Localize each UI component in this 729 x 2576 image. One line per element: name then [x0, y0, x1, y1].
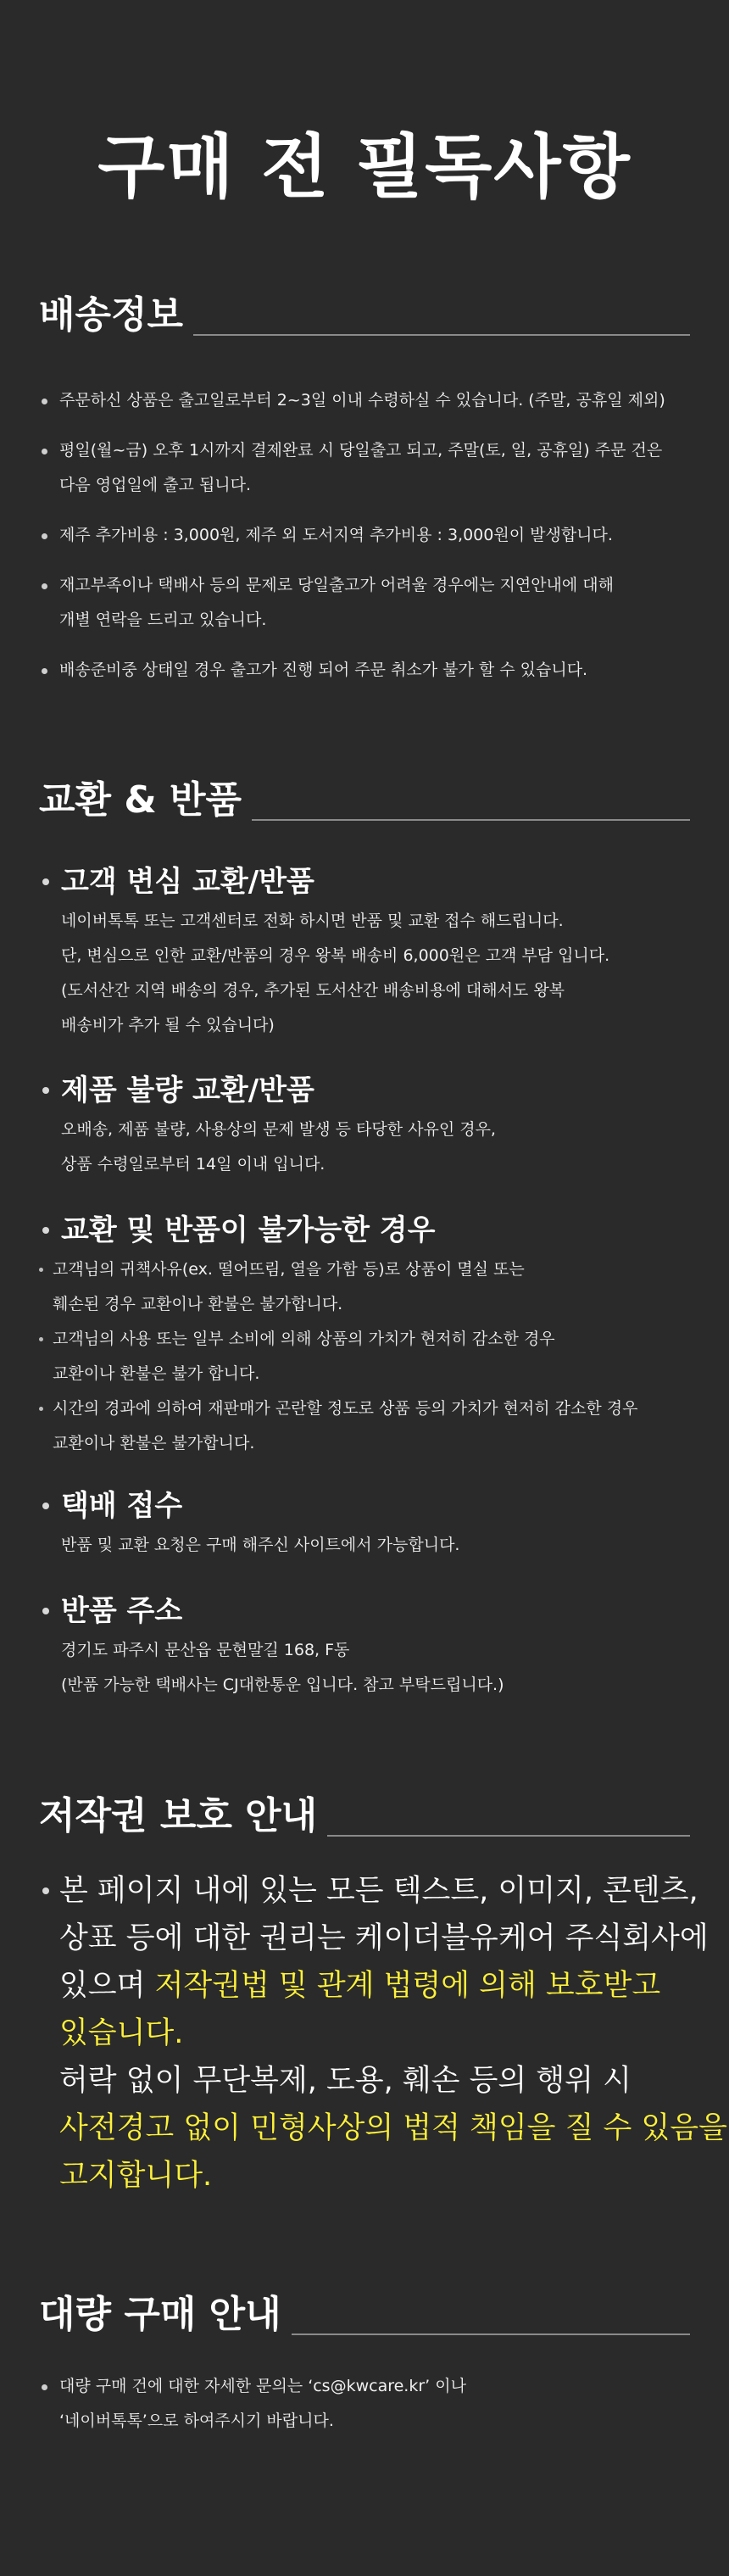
list-item: 대량 구매 건에 대한 자세한 문의는 ‘cs@kwcare.kr’ 이나 ‘네이버톡톡’으로 하여주시기 바랍니다. [39, 2369, 695, 2439]
copyright-heading: 저작권 보호 안내 [39, 1794, 318, 1837]
impossible-title: 교환 및 반품이 불가능한 경우 [39, 1208, 695, 1252]
copyright-notice: 본 페이지 내에 있는 모든 텍스트, 이미지, 콘텐츠, 상표 등에 대한 권리는 케이더블유케어 주식회사에 있으며 저작권법 및 관계 법령에 의해 보호받고 있습니다. 허락 없이 무단복제, 도용, 훼손 등의 행위 시 사전경고 없이 민형사상의 법적 책임을 질 수 있음을 고지합니다. [39, 1867, 704, 2200]
highlight-text: 사전경고 없이 민형사상의 법적 책임을 질 수 있음을 [59, 2111, 727, 2145]
return-address-block [39, 1589, 695, 1703]
customer-change-block [39, 860, 695, 1043]
list-item: 시간의 경과에 의하여 재판매가 곤란할 정도로 상품 등의 가치가 현저히 감소한 경우 [53, 1391, 695, 1426]
return-address-title: 반품 주소 [39, 1589, 695, 1633]
copyright-section-header [39, 1791, 690, 1842]
courier-block [39, 1484, 695, 1563]
list-item: 제주 추가비용 : 3,000원, 제주 외 도서지역 추가비용 : 3,000원이 발생합니다. [39, 518, 695, 553]
section-divider [193, 334, 690, 336]
highlight-text: 있습니다. [59, 2016, 184, 2050]
customer-change-body: 네이버톡톡 또는 고객센터로 전화 하시면 반품 및 교환 접수 해드립니다. 단, 변심으로 인한 교환/반품의 경우 왕복 배송비 6,000원은 고객 부담 입니다. (도서산간 지역 배송의 경우, 추가된 도서산간 배송비용에 대해서도 왕복 배송비가 추가 될 수 있습니다) [61, 912, 610, 1034]
section-divider [292, 2333, 690, 2335]
courier-title: 택배 접수 [39, 1484, 695, 1528]
shipping-section-header [39, 290, 690, 341]
list-item: 재고부족이나 택배사 등의 문제로 당일출고가 어려울 경우에는 지연안내에 대해 개별 연락을 드리고 있습니다. [39, 568, 695, 638]
impossible-body: 고객님의 귀책사유(ex. 떨어뜨림, 열을 가함 등)로 상품이 멸실 또는 훼손된 경우 교환이나 환불은 불가합니다. 고객님의 사용 또는 일부 소비에 의해 상품의 가치가 현저히 감소한 경우 교환이나 환불은 불가 합니다. 시간의 경과에 의하여 재판매가 곤란할 정도로 상품 등의 가치가 현저히 감소한 경우 교환이나 환불은 불가합니다. [39, 1252, 695, 1461]
bulk-section-header [39, 2289, 690, 2340]
bulk-info-list [39, 2369, 695, 2439]
return-address-body: 경기도 파주시 문산읍 문현말길 168, F동 (반품 가능한 택배사는 CJ대한통운 입니다. 참고 부탁드립니다.) [61, 1641, 504, 1694]
shipping-heading: 배송정보 [39, 293, 184, 337]
highlight-text: 저작권법 및 관계 법령에 의해 보호받고 [154, 1969, 661, 2003]
section-divider [252, 819, 690, 821]
list-item: 주문하신 상품은 출고일로부터 2~3일 이내 수령하실 수 있습니다. (주말, 공휴일 제외) [39, 383, 695, 418]
page-title: 구매 전 필독사항 [97, 127, 632, 208]
defect-body: 오배송, 제품 불량, 사용상의 문제 발생 등 타당한 사유인 경우, 상품 수령일로부터 14일 이내 입니다. [61, 1120, 496, 1174]
shipping-info-list [39, 383, 695, 688]
impossible-block [39, 1208, 695, 1461]
exchange-section-header [39, 775, 690, 826]
list-item: 고객님의 귀책사유(ex. 떨어뜨림, 열을 가함 등)로 상품이 멸실 또는 [53, 1252, 695, 1287]
exchange-heading: 교환 & 반품 [39, 778, 242, 822]
customer-change-title: 고객 변심 교환/반품 [39, 860, 695, 904]
defect-title: 제품 불량 교환/반품 [39, 1068, 695, 1112]
list-item: 고객님의 사용 또는 일부 소비에 의해 상품의 가치가 현저히 감소한 경우 [53, 1322, 695, 1357]
section-divider [327, 1835, 690, 1837]
list-item: 배송준비중 상태일 경우 출고가 진행 되어 주문 취소가 불가 할 수 있습니다. [39, 653, 695, 688]
highlight-text: 고지합니다. [59, 2159, 213, 2193]
bulk-heading: 대량 구매 안내 [39, 2293, 281, 2336]
courier-body: 반품 및 교환 요청은 구매 해주신 사이트에서 가능합니다. [61, 1536, 460, 1554]
defect-block [39, 1068, 695, 1182]
list-item: 평일(월~금) 오후 1시까지 결제완료 시 당일출고 되고, 주말(토, 일, 공휴일) 주문 건은 다음 영업일에 출고 됩니다. [39, 433, 695, 503]
